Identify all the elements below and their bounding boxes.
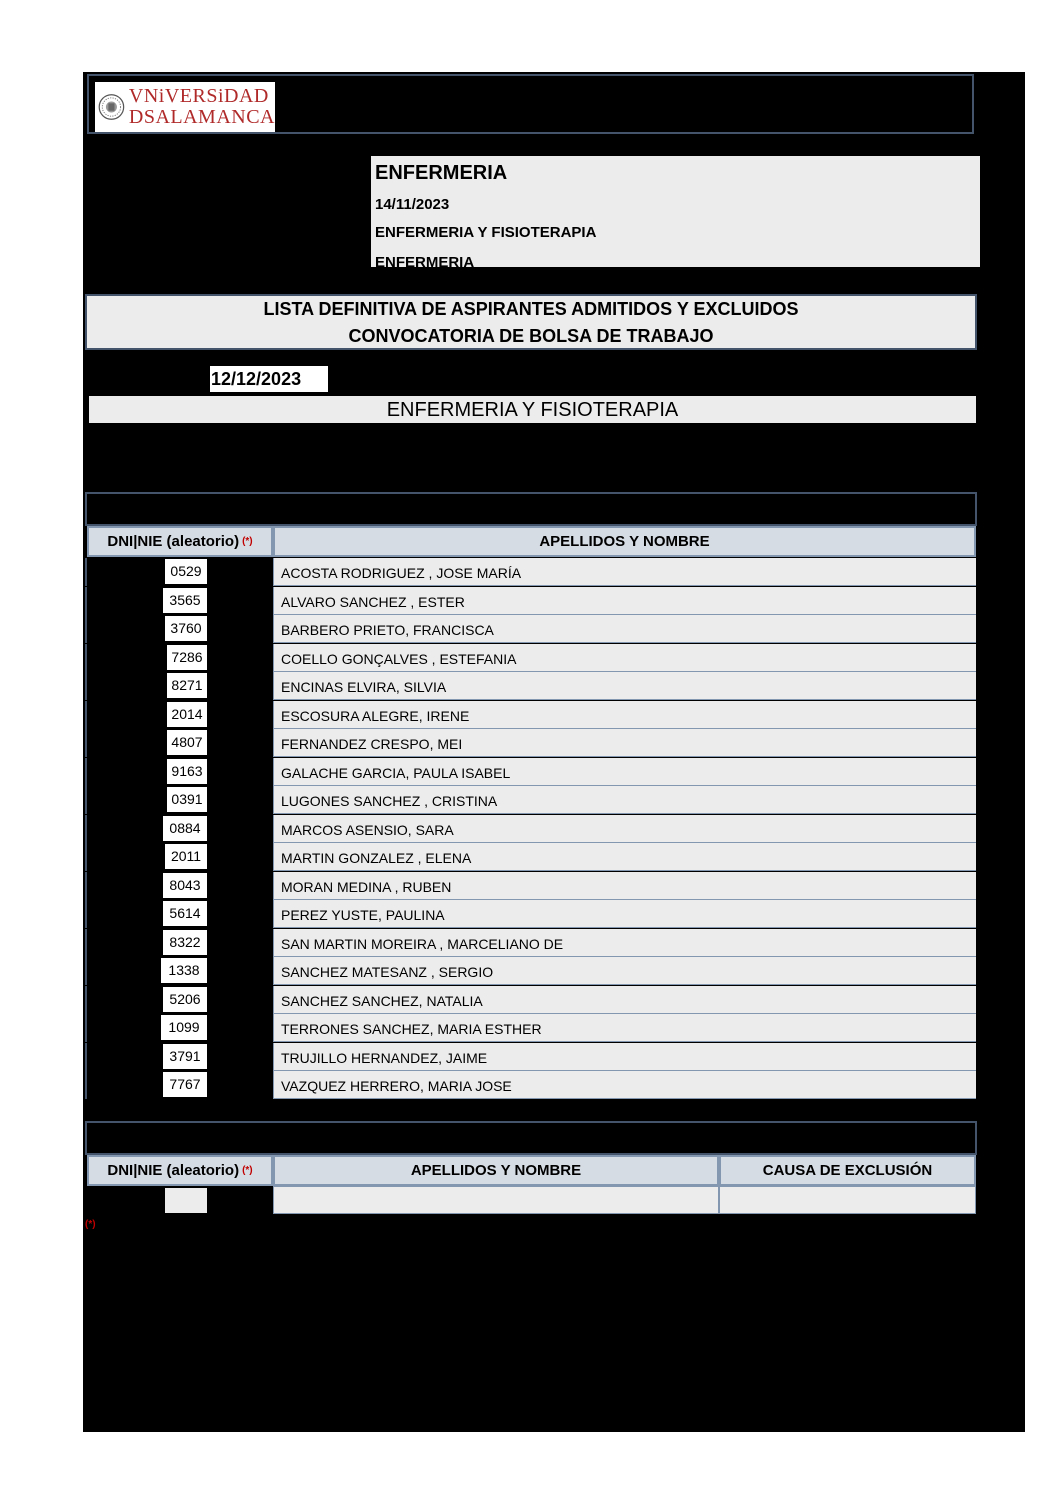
admitted-name-cell: GALACHE GARCIA, PAULA ISABEL: [273, 758, 976, 786]
admitted-dni-cell: 5206: [163, 987, 207, 1012]
admitted-name-cell: SAN MARTIN MOREIRA , MARCELIANO DE: [273, 929, 976, 957]
excluded-asterisk: (*): [242, 1165, 253, 1176]
row-border: [85, 644, 87, 672]
row-border: [85, 615, 87, 643]
excluded-name-cell: [273, 1186, 719, 1214]
admitted-name-cell: COELLO GONÇALVES , ESTEFANIA: [273, 644, 976, 672]
excluded-dni-cell: [165, 1188, 207, 1213]
logo-line-1: VNiVERSiDAD: [128, 85, 269, 107]
document-sheet: [83, 72, 1025, 1432]
excluded-cause-cell: [719, 1186, 976, 1214]
publication-date: 12/12/2023: [210, 366, 328, 392]
admitted-dni-cell: 3791: [163, 1044, 207, 1069]
admitted-name-cell: MARCOS ASENSIO, SARA: [273, 815, 976, 843]
admitted-dni-cell: 1338: [161, 958, 207, 983]
admitted-name-header: APELLIDOS Y NOMBRE: [273, 526, 976, 557]
row-border: [85, 872, 87, 900]
row-border: [85, 786, 87, 814]
info-field-4-text: ENFERMERIA: [375, 254, 475, 267]
row-border: [85, 729, 87, 757]
admitted-section-bar: [85, 492, 977, 526]
row-border: [85, 843, 87, 871]
admitted-dni-cell: 8322: [163, 930, 207, 955]
row-border: [85, 815, 87, 843]
row-border: [85, 900, 87, 928]
row-border: [85, 1043, 87, 1071]
row-border: [85, 558, 87, 586]
admitted-name-cell: SANCHEZ SANCHEZ, NATALIA: [273, 986, 976, 1014]
admitted-dni-cell: 0529: [165, 559, 207, 584]
admitted-name-cell: ALVARO SANCHEZ , ESTER: [273, 587, 976, 615]
admitted-name-cell: FERNANDEZ CRESPO, MEI: [273, 729, 976, 757]
title-line-1: LISTA DEFINITIVA DE ASPIRANTES ADMITIDOS Y EXCLUIDOS: [263, 299, 799, 319]
admitted-name-cell: TERRONES SANCHEZ, MARIA ESTHER: [273, 1014, 976, 1042]
info-field-2: 14/11/2023: [371, 190, 980, 218]
admitted-name-cell: MARTIN GONZALEZ , ELENA: [273, 843, 976, 871]
admitted-asterisk: (*): [242, 536, 253, 547]
logo-line-2: DSALAMANCA: [128, 106, 275, 128]
row-border: [85, 1014, 87, 1042]
university-logo: [95, 82, 275, 132]
admitted-dni-cell: 5614: [163, 901, 207, 926]
row-border: [85, 672, 87, 700]
admitted-dni-cell: 8271: [167, 673, 207, 698]
title-line-2: CONVOCATORIA DE BOLSA DE TRABAJO: [348, 326, 714, 346]
admitted-dni-cell: 3760: [165, 616, 207, 641]
admitted-dni-cell: 1099: [161, 1015, 207, 1040]
admitted-name-cell: SANCHEZ MATESANZ , SERGIO: [273, 957, 976, 985]
excluded-section-bar: [85, 1121, 977, 1155]
row-border: [85, 701, 87, 729]
admitted-dni-cell: 7286: [167, 645, 207, 670]
admitted-name-cell: PEREZ YUSTE, PAULINA: [273, 900, 976, 928]
admitted-dni-cell: 0884: [163, 816, 207, 841]
centre-name: ENFERMERIA Y FISIOTERAPIA: [89, 396, 976, 423]
admitted-name-cell: VAZQUEZ HERRERO, MARIA JOSE: [273, 1071, 976, 1099]
admitted-dni-cell: 8043: [163, 873, 207, 898]
admitted-name-cell: ENCINAS ELVIRA, SILVIA: [273, 672, 976, 700]
admitted-dni-cell: 7767: [163, 1072, 207, 1097]
row-border: [85, 986, 87, 1014]
admitted-name-cell: ACOSTA RODRIGUEZ , JOSE MARÍA: [273, 558, 976, 586]
admitted-dni-cell: 9163: [167, 759, 207, 784]
university-seal-icon: [98, 85, 125, 129]
admitted-dni-cell: 3565: [163, 588, 207, 613]
admitted-dni-cell: 4807: [167, 730, 207, 755]
footnote-marker: (*): [85, 1219, 96, 1230]
logo-header-box: [87, 74, 974, 134]
admitted-name-cell: MORAN MEDINA , RUBEN: [273, 872, 976, 900]
admitted-dni-cell: 2011: [165, 844, 207, 869]
excluded-dni-header-text: DNI|NIE (aleatorio): [107, 1162, 240, 1179]
university-name: [129, 86, 275, 128]
admitted-name-cell: BARBERO PRIETO, FRANCISCA: [273, 615, 976, 643]
info-field-4: [371, 246, 980, 267]
admitted-name-cell: ESCOSURA ALEGRE, IRENE: [273, 701, 976, 729]
excluded-name-header: APELLIDOS Y NOMBRE: [273, 1155, 719, 1186]
excluded-cause-header: CAUSA DE EXCLUSIÓN: [719, 1155, 976, 1186]
admitted-name-cell: TRUJILLO HERNANDEZ, JAIME: [273, 1043, 976, 1071]
row-border: [85, 758, 87, 786]
row-border: [85, 957, 87, 985]
excluded-dni-header: [87, 1155, 273, 1186]
document-title: [85, 294, 977, 350]
admitted-dni-header-text: DNI|NIE (aleatorio): [107, 533, 240, 550]
row-border: [85, 1071, 87, 1099]
admitted-dni-header: [87, 526, 273, 557]
admitted-dni-cell: 0391: [167, 787, 207, 812]
row-border: [85, 587, 87, 615]
info-field-1: ENFERMERIA: [371, 156, 980, 190]
info-field-3: ENFERMERIA Y FISIOTERAPIA: [371, 218, 980, 246]
admitted-name-cell: LUGONES SANCHEZ , CRISTINA: [273, 786, 976, 814]
row-border: [85, 929, 87, 957]
admitted-dni-cell: 2014: [167, 702, 207, 727]
